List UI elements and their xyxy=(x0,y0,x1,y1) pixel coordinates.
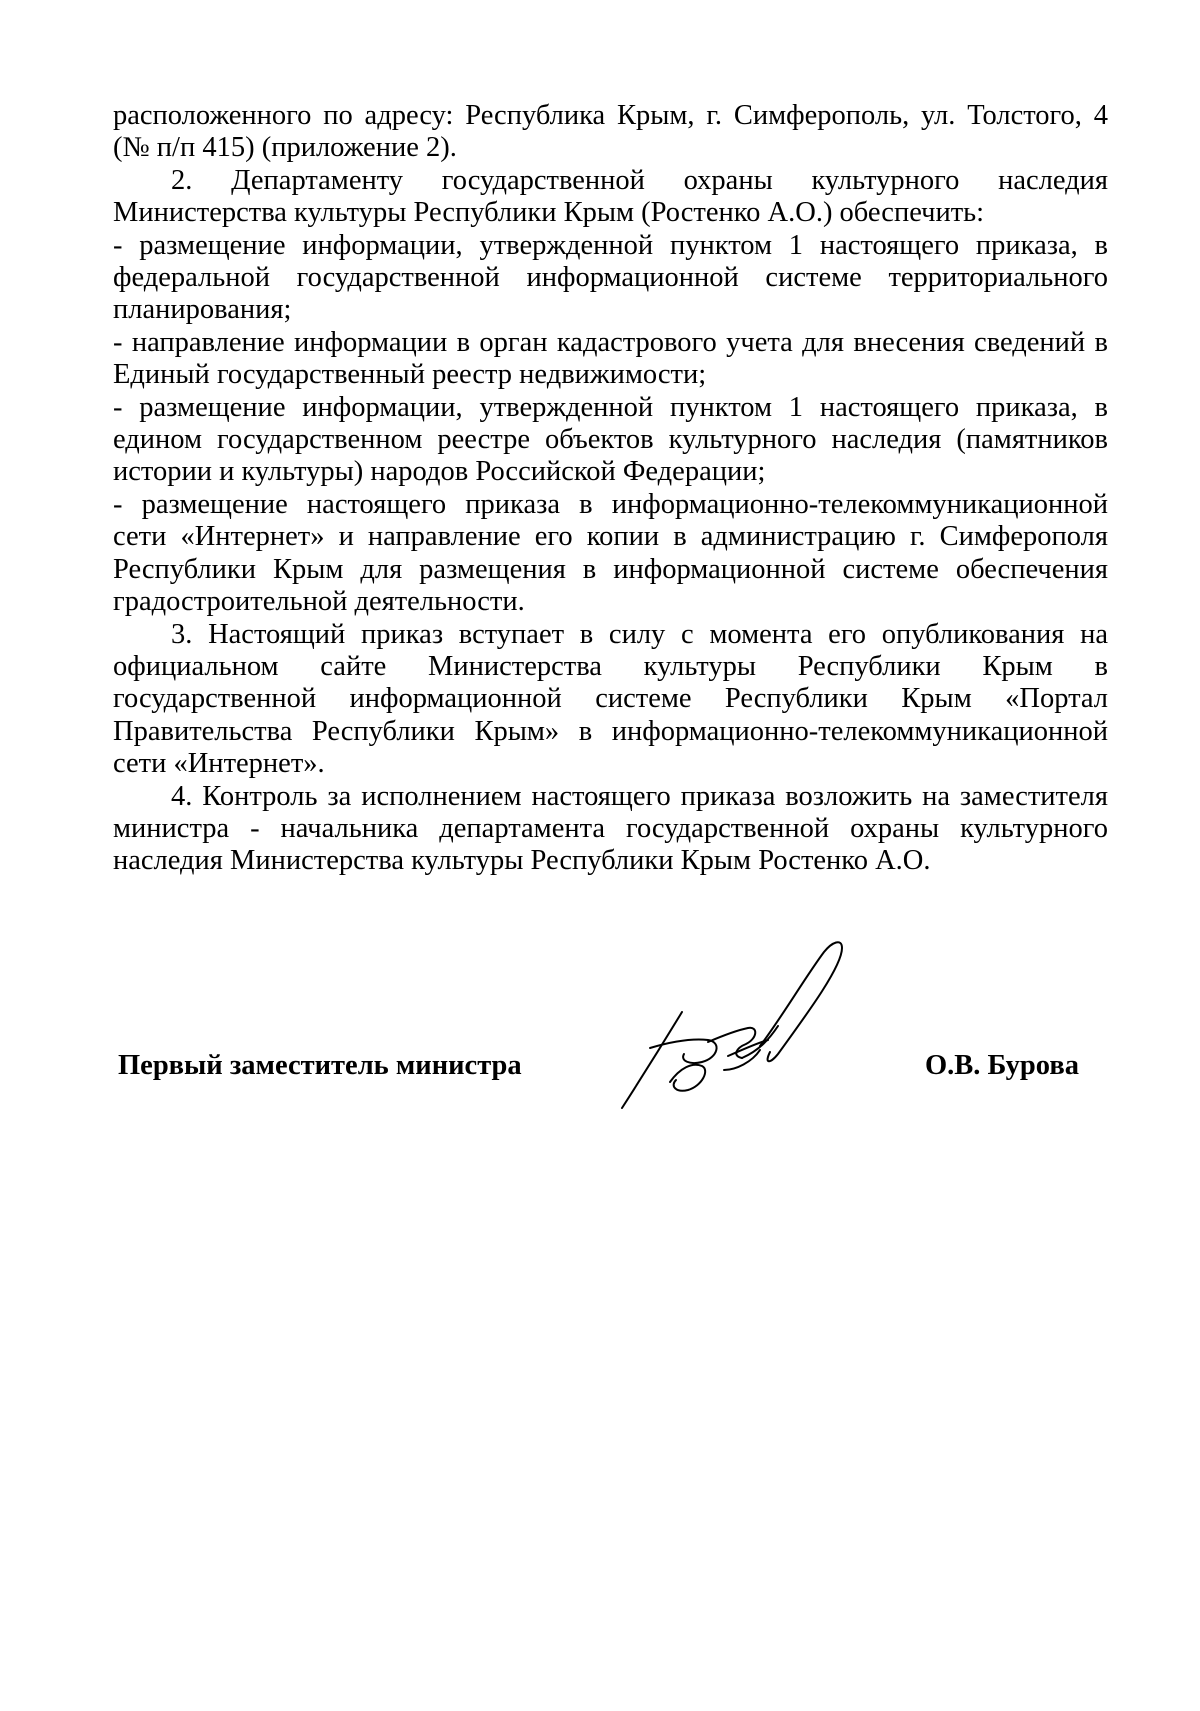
paragraph-bullet-cadastral-registry: - направление информации в орган кадастрового учета для внесения сведений в Единый государственный реестр недвижимости; xyxy=(113,326,1108,391)
paragraph-bullet-territorial-planning: - размещение информации, утвержденной пунктом 1 настоящего приказа, в федеральной государственной информационной системе территориального планирования; xyxy=(113,229,1108,326)
handwritten-signature xyxy=(610,930,890,1120)
document-body xyxy=(113,100,1108,878)
paragraph-item-4: 4. Контроль за исполнением настоящего приказа возложить на заместителя министра - начальника департамента государственной охраны культурного наследия Министерства культуры Республики Крым Ростенко А.О. xyxy=(113,780,1108,877)
signatory-name: О.В. Бурова xyxy=(925,1050,1079,1081)
paragraph-item-2: 2. Департаменту государственной охраны культурного наследия Министерства культуры Республики Крым (Ростенко А.О.) обеспечить: xyxy=(113,164,1108,229)
paragraph-bullet-heritage-registry: - размещение информации, утвержденной пунктом 1 настоящего приказа, в едином государственном реестре объектов культурного наследия (памятников истории и культуры) народов Российской Федерации; xyxy=(113,391,1108,488)
paragraph-bullet-internet-publication: - размещение настоящего приказа в информационно-телекоммуникационной сети «Интернет» и направление его копии в администрацию г. Симферополя Республики Крым для размещения в информационной системе обеспечения градостроительной деятельности. xyxy=(113,488,1108,618)
paragraph-item-3: 3. Настоящий приказ вступает в силу с момента его опубликования на официальном сайте Министерства культуры Республики Крым в государственной информационной системе Республики Крым «Портал Правительства Республики Крым» в информационно-телекоммуникационной сети «Интернет». xyxy=(113,618,1108,780)
signatory-position-title: Первый заместитель министра xyxy=(118,1050,522,1081)
paragraph-address-continuation: расположенного по адресу: Республика Крым, г. Симферополь, ул. Толстого, 4 (№ п/п 415) (приложение 2). xyxy=(113,100,1108,164)
